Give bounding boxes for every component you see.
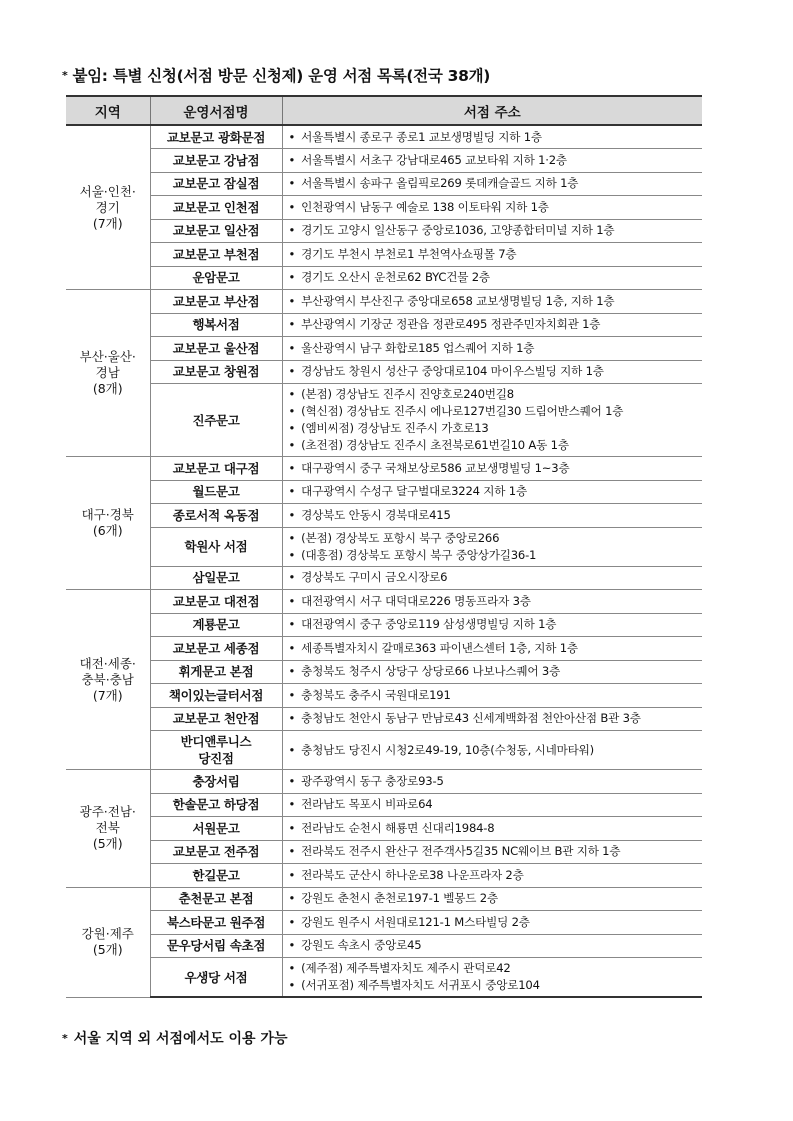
store-name-cell — [150, 660, 282, 684]
store-name-line: 교보문고 전주점 — [172, 844, 260, 860]
store-address-cell — [282, 660, 702, 684]
table-row — [66, 360, 702, 384]
store-address-cell — [282, 243, 702, 267]
store-address-cell — [282, 590, 702, 614]
store-name-cell — [150, 613, 282, 637]
region-name-line: (7개) — [92, 215, 123, 231]
store-name-cell — [150, 934, 282, 958]
store-address-cell — [282, 613, 702, 637]
bookstore-table — [66, 95, 702, 998]
table-row — [66, 266, 702, 290]
table-row — [66, 313, 702, 337]
address-line: • 서울특별시 종로구 종로1 교보생명빌딩 지하 1층 — [289, 129, 699, 146]
store-name-cell — [150, 290, 282, 314]
region-name-line: (5개) — [92, 942, 123, 957]
address-line: • (대흥점) 경상북도 포항시 북구 중앙상가길36-1 — [289, 547, 699, 564]
store-name-cell — [150, 457, 282, 481]
address-line: • (본점) 경상북도 포항시 북구 중앙로266 — [289, 530, 699, 547]
region-name-line: 강원·제주 — [81, 926, 134, 941]
store-name-line: 교보문고 창원점 — [172, 364, 260, 380]
title-text: 붙임: 특별 신청(서점 방문 신청제) 운영 서점 목록(전국 38개) — [72, 67, 491, 85]
store-name-line: 교보문고 천안점 — [172, 711, 260, 727]
store-name-cell — [150, 243, 282, 267]
store-address-cell — [282, 958, 702, 998]
store-address-cell — [282, 887, 702, 911]
region-name-line: 부산·울산· — [79, 349, 136, 364]
address-line: • 전라북도 군산시 하나운로38 나운프라자 2층 — [289, 867, 699, 884]
address-line: • 경기도 고양시 일산동구 중앙로1036, 고양종합터미널 지하 1층 — [289, 222, 699, 239]
table-row — [66, 566, 702, 590]
address-line: • 충청남도 당진시 시청2로49-19, 10층(수청동, 시네마타워) — [289, 742, 699, 759]
store-address-cell — [282, 731, 702, 770]
store-name-cell — [150, 125, 282, 149]
region-name-line: 대구·경북 — [81, 507, 134, 522]
address-line: • 서울특별시 송파구 올림픽로269 롯데캐슬골드 지하 1층 — [289, 175, 699, 192]
table-row — [66, 613, 702, 637]
footnote-text: 서울 지역 외 서점에서도 이용 가능 — [73, 1031, 288, 1047]
store-name-line: 행복서점 — [192, 317, 240, 333]
address-line: • 강원도 원주시 서원대로121-1 M스타빌딩 2층 — [289, 914, 699, 931]
store-address-cell — [282, 934, 702, 958]
table-row — [66, 149, 702, 173]
store-name-cell — [150, 219, 282, 243]
store-address-cell — [282, 172, 702, 196]
address-line: • 대전광역시 서구 대덕대로226 명동프라자 3층 — [289, 593, 699, 610]
store-address-cell — [282, 266, 702, 290]
store-name-cell — [150, 707, 282, 731]
footnote — [62, 1028, 287, 1048]
region-cell — [66, 770, 150, 888]
store-name-line: 삼일문고 — [192, 570, 240, 586]
address-line: • 전라남도 목포시 비파로64 — [289, 796, 699, 813]
region-name-line: (6개) — [92, 523, 123, 538]
store-name-line: 당진점 — [198, 751, 234, 766]
address-line: • 강원도 속초시 중앙로45 — [289, 937, 699, 954]
store-name-line: 학원사 서점 — [184, 539, 248, 554]
address-line: • 경상남도 창원시 성산구 중앙대로104 마이우스빌딩 지하 1층 — [289, 363, 699, 380]
store-name-cell — [150, 958, 282, 998]
store-name-cell — [150, 793, 282, 817]
store-address-cell — [282, 864, 702, 888]
table-row — [66, 384, 702, 457]
store-name-line: 계룡문고 — [192, 617, 240, 633]
store-name-cell — [150, 817, 282, 841]
store-name-cell — [150, 149, 282, 173]
store-name-line: 교보문고 인천점 — [172, 199, 260, 215]
store-name-line: 종로서적 옥동점 — [172, 507, 260, 523]
table-row — [66, 707, 702, 731]
store-address-cell — [282, 384, 702, 457]
table-header-row — [66, 96, 702, 125]
store-address-cell — [282, 480, 702, 504]
store-address-cell — [282, 566, 702, 590]
store-name-line: 교보문고 울산점 — [172, 340, 260, 356]
region-name-line: (5개) — [92, 836, 123, 852]
store-name-line: 춘천문고 본점 — [178, 891, 254, 907]
store-name-line: 반디앤루니스 — [180, 734, 252, 749]
table-row — [66, 637, 702, 661]
address-line: • 부산광역시 기장군 정관읍 정관로495 정관주민자치회관 1층 — [289, 316, 699, 333]
store-name-cell — [150, 266, 282, 290]
store-name-line: 교보문고 강남점 — [172, 152, 260, 168]
address-line: • 인천광역시 남동구 예술로 138 이토타워 지하 1층 — [289, 199, 699, 216]
table-row — [66, 887, 702, 911]
region-cell — [66, 125, 150, 290]
store-name-cell — [150, 480, 282, 504]
table-body — [66, 125, 702, 997]
store-name-cell — [150, 864, 282, 888]
region-name-line: 대전·세종· — [79, 655, 136, 671]
store-address-cell — [282, 793, 702, 817]
region-cell — [66, 590, 150, 770]
table-row — [66, 480, 702, 504]
table-row — [66, 219, 702, 243]
table-row — [66, 243, 702, 267]
region-cell — [66, 457, 150, 590]
table-row — [66, 958, 702, 998]
header-store-address: 서점 주소 — [282, 96, 702, 125]
store-name-line: 한길문고 — [192, 867, 240, 883]
store-name-cell — [150, 384, 282, 457]
store-address-cell — [282, 840, 702, 864]
address-line: • 대전광역시 중구 중앙로119 삼성생명빌딩 지하 1층 — [289, 616, 699, 633]
store-address-cell — [282, 360, 702, 384]
store-name-cell — [150, 360, 282, 384]
store-name-cell — [150, 770, 282, 794]
store-name-line: 교보문고 부산점 — [172, 293, 260, 309]
table-row — [66, 840, 702, 864]
address-line: • 울산광역시 남구 화합로185 업스퀘어 지하 1층 — [289, 340, 699, 357]
address-line: • 충청북도 청주시 상당구 상당로66 나보나스퀘어 3층 — [289, 663, 699, 680]
store-name-line: 교보문고 대구점 — [172, 460, 260, 476]
store-name-cell — [150, 911, 282, 935]
region-name-line: 충북·충남 — [81, 671, 134, 687]
table-row — [66, 457, 702, 481]
store-name-line: 충장서림 — [192, 773, 240, 789]
store-name-cell — [150, 684, 282, 708]
region-name-line: (7개) — [92, 687, 123, 703]
store-name-cell — [150, 887, 282, 911]
table-row — [66, 731, 702, 770]
store-name-cell — [150, 313, 282, 337]
address-line: • 대구광역시 중구 국채보상로586 교보생명빌딩 1~3층 — [289, 460, 699, 477]
store-name-cell — [150, 504, 282, 528]
region-name-line: 경남 — [95, 365, 120, 380]
table-row — [66, 527, 702, 566]
address-line: • 서울특별시 서초구 강남대로465 교보타워 지하 1·2층 — [289, 152, 699, 169]
store-address-cell — [282, 637, 702, 661]
region-name-line: 경기 — [95, 199, 120, 215]
region-name-line: (8개) — [92, 381, 123, 396]
address-line: • (제주점) 제주특별자치도 제주시 관덕로42 — [289, 960, 699, 977]
address-line: • (서귀포점) 제주특별자치도 서귀포시 중앙로104 — [289, 977, 699, 994]
table-row — [66, 684, 702, 708]
store-name-line: 문우당서림 속초점 — [166, 938, 266, 954]
store-address-cell — [282, 196, 702, 220]
store-name-line: 휘게문고 본점 — [178, 664, 254, 680]
table-row — [66, 337, 702, 361]
address-line: • (엠비씨점) 경상남도 진주시 가호로13 — [289, 420, 699, 437]
page-title — [62, 64, 490, 86]
store-name-line: 교보문고 광화문점 — [166, 129, 266, 145]
header-region: 지역 — [66, 96, 150, 125]
store-name-line: 교보문고 잠실점 — [172, 176, 260, 192]
store-address-cell — [282, 290, 702, 314]
table-row — [66, 934, 702, 958]
store-name-line: 교보문고 일산점 — [172, 223, 260, 239]
store-address-cell — [282, 684, 702, 708]
address-line: • (본점) 경상남도 진주시 진양호로240번길8 — [289, 386, 699, 403]
address-line: • 경상북도 구미시 금오시장로6 — [289, 569, 699, 586]
store-name-cell — [150, 196, 282, 220]
store-name-cell — [150, 337, 282, 361]
store-address-cell — [282, 125, 702, 149]
table-row — [66, 196, 702, 220]
table-row — [66, 590, 702, 614]
store-name-cell — [150, 840, 282, 864]
address-line: • (초전점) 경상남도 진주시 초전북로61번길10 A동 1층 — [289, 437, 699, 454]
store-address-cell — [282, 911, 702, 935]
store-address-cell — [282, 504, 702, 528]
table-row — [66, 504, 702, 528]
store-name-cell — [150, 637, 282, 661]
table-row — [66, 125, 702, 149]
store-name-line: 서원문고 — [192, 820, 240, 836]
region-name-line: 전북 — [95, 820, 120, 836]
address-line: • 경기도 부천시 부천로1 부천역사쇼핑몰 7층 — [289, 246, 699, 263]
address-line: • 전라북도 전주시 완산구 전주객사5길35 NC웨이브 B관 지하 1층 — [289, 843, 699, 860]
table-row — [66, 911, 702, 935]
address-line: • 경기도 오산시 운천로62 BYC건물 2층 — [289, 269, 699, 286]
store-address-cell — [282, 817, 702, 841]
table-row — [66, 793, 702, 817]
store-address-cell — [282, 313, 702, 337]
table-row — [66, 817, 702, 841]
store-address-cell — [282, 457, 702, 481]
store-name-cell — [150, 566, 282, 590]
table-row — [66, 864, 702, 888]
region-name-line: 광주·전남· — [79, 804, 136, 820]
table-row — [66, 770, 702, 794]
store-name-line: 월드문고 — [192, 484, 240, 500]
store-address-cell — [282, 337, 702, 361]
store-name-line: 북스타문고 원주점 — [166, 914, 266, 930]
table-row — [66, 660, 702, 684]
address-line: • (혁신점) 경상남도 진주시 에나로127번길30 드림어반스퀘어 1층 — [289, 403, 699, 420]
region-cell — [66, 290, 150, 457]
address-line: • 세종특별자치시 갈매로363 파이낸스센터 1층, 지하 1층 — [289, 640, 699, 657]
store-address-cell — [282, 770, 702, 794]
header-store-name: 운영서점명 — [150, 96, 282, 125]
address-line: • 대구광역시 수성구 달구벌대로3224 지하 1층 — [289, 483, 699, 500]
store-name-line: 우생당 서점 — [184, 969, 248, 985]
store-address-cell — [282, 527, 702, 566]
table-row — [66, 290, 702, 314]
store-name-line: 교보문고 대전점 — [172, 593, 260, 609]
store-name-line: 한솔문고 하당점 — [172, 797, 260, 813]
region-cell — [66, 887, 150, 997]
store-name-cell — [150, 731, 282, 770]
store-name-line: 운암문고 — [192, 270, 240, 286]
footnote-asterisk: * — [62, 1032, 68, 1045]
address-line: • 충청남도 천안시 동남구 만남로43 신세계백화점 천안아산점 B관 3층 — [289, 710, 699, 727]
address-line: • 강원도 춘천시 춘천로197-1 벨몽드 2층 — [289, 890, 699, 907]
store-address-cell — [282, 707, 702, 731]
title-asterisk: * — [62, 69, 68, 82]
address-line: • 부산광역시 부산진구 중앙대로658 교보생명빌딩 1층, 지하 1층 — [289, 293, 699, 310]
store-address-cell — [282, 149, 702, 173]
store-name-line: 교보문고 세종점 — [172, 640, 260, 656]
address-line: • 경상북도 안동시 경북대로415 — [289, 507, 699, 524]
store-name-line: 책이있는글터서점 — [168, 687, 264, 703]
store-name-cell — [150, 527, 282, 566]
address-line: • 광주광역시 동구 충장로93-5 — [289, 773, 699, 790]
store-name-line: 진주문고 — [192, 412, 240, 428]
region-name-line: 서울·인천· — [79, 183, 136, 199]
address-line: • 전라남도 순천시 해룡면 신대리1984-8 — [289, 820, 699, 837]
store-address-cell — [282, 219, 702, 243]
store-name-line: 교보문고 부천점 — [172, 246, 260, 262]
store-name-cell — [150, 590, 282, 614]
table-row — [66, 172, 702, 196]
store-name-cell — [150, 172, 282, 196]
address-line: • 충청북도 충주시 국원대로191 — [289, 687, 699, 704]
